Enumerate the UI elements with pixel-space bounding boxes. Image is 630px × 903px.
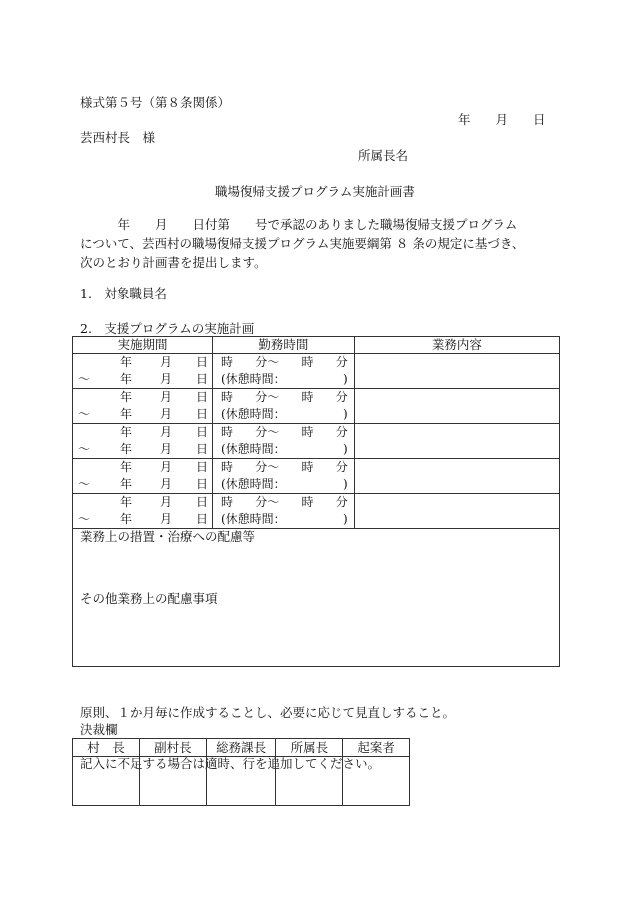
body-line: 年 月 日付第 号で承認のありました職場復帰支援プログラム — [80, 217, 518, 232]
body-paragraph — [80, 215, 560, 272]
year-label: 年 — [119, 425, 132, 439]
break-close: ) — [343, 512, 348, 526]
hour-label: 時 — [301, 355, 314, 369]
hour-label: 時 — [301, 495, 314, 509]
tilde: ～ — [78, 372, 91, 386]
minute-label: 分 — [335, 495, 348, 509]
content-cell[interactable] — [354, 389, 559, 424]
minute-label: 分 — [335, 355, 348, 369]
memo-measures-label: 業務上の措置・治療への配慮等 — [80, 529, 256, 544]
hours-cell[interactable] — [212, 354, 354, 389]
approval-col-label: 総務課長 — [206, 739, 276, 757]
section-plan: 2. 支援プログラムの実施計画 — [80, 321, 255, 336]
minute-to-label: 分～ — [255, 460, 280, 474]
day-label: 日 — [195, 355, 208, 369]
plan-row — [73, 389, 560, 424]
break-label: (休憩時間： — [220, 512, 286, 526]
year-label: 年 — [119, 372, 132, 386]
approval-col-label: 副村長 — [140, 739, 207, 757]
minute-to-label: 分～ — [255, 390, 280, 404]
period-cell[interactable] — [73, 354, 213, 389]
break-close: ) — [343, 477, 348, 491]
hours-cell[interactable] — [212, 459, 354, 494]
tilde: ～ — [78, 442, 91, 456]
approval-stamp-box[interactable] — [206, 757, 276, 806]
hour-label: 時 — [220, 425, 233, 439]
form-number: 様式第５号（第８条関係） — [80, 95, 231, 110]
month-label: 月 — [159, 372, 172, 386]
memo-row — [73, 529, 560, 667]
approval-stamp-box[interactable] — [343, 757, 410, 806]
memo-cell[interactable] — [73, 529, 560, 667]
period-cell[interactable] — [73, 494, 213, 529]
memo-other-label: その他業務上の配慮事項 — [80, 591, 218, 606]
approval-col-label: 起案者 — [343, 739, 410, 757]
header-hours: 勤務時間 — [212, 337, 354, 354]
approval-col-label: 所属長 — [276, 739, 343, 757]
day-label: 日 — [195, 425, 208, 439]
hour-label: 時 — [301, 425, 314, 439]
document-title: 職場復帰支援プログラム実施計画書 — [215, 184, 415, 199]
day-label: 日 — [195, 495, 208, 509]
year-label: 年 — [119, 407, 132, 421]
hours-cell[interactable] — [212, 494, 354, 529]
plan-row — [73, 459, 560, 494]
tilde — [73, 389, 98, 406]
period-cell[interactable] — [73, 459, 213, 494]
hours-cell[interactable] — [212, 424, 354, 459]
month-label: 月 — [159, 442, 172, 456]
month-label: 月 — [159, 390, 172, 404]
day-label: 日 — [195, 477, 208, 491]
section-target-employee: 1. 対象職員名 — [80, 286, 167, 301]
month-label: 月 — [159, 460, 172, 474]
submission-date: 年 月 日 — [458, 112, 546, 127]
break-label: (休憩時間： — [220, 372, 286, 386]
period-cell[interactable] — [73, 389, 213, 424]
plan-table — [72, 336, 560, 667]
approval-stamp-box[interactable] — [140, 757, 207, 806]
period-cell[interactable] — [73, 424, 213, 459]
tilde — [73, 424, 98, 441]
day-label: 日 — [195, 390, 208, 404]
break-label: (休憩時間： — [220, 477, 286, 491]
month-label: 月 — [159, 407, 172, 421]
tilde: ～ — [78, 477, 91, 491]
year-label: 年 — [119, 460, 132, 474]
content-cell[interactable] — [354, 424, 559, 459]
month-label: 月 — [159, 477, 172, 491]
tilde: ～ — [78, 512, 91, 526]
note-line: 記入に不足する場合は適時、行を追加してください。 — [80, 756, 381, 771]
year-label: 年 — [119, 512, 132, 526]
minute-to-label: 分～ — [255, 355, 280, 369]
plan-row — [73, 494, 560, 529]
hour-label: 時 — [301, 390, 314, 404]
month-label: 月 — [159, 355, 172, 369]
hour-label: 時 — [301, 460, 314, 474]
minute-to-label: 分～ — [255, 425, 280, 439]
plan-header-row — [73, 337, 560, 354]
hours-cell[interactable] — [212, 389, 354, 424]
break-label: (休憩時間： — [220, 407, 286, 421]
content-cell[interactable] — [354, 494, 559, 529]
approval-table — [72, 738, 410, 806]
year-label: 年 — [119, 495, 132, 509]
day-label: 日 — [195, 442, 208, 456]
year-label: 年 — [119, 477, 132, 491]
tilde: ～ — [78, 407, 91, 421]
body-line: 次のとおり計画書を提出します。 — [80, 255, 267, 270]
hour-label: 時 — [220, 390, 233, 404]
month-label: 月 — [159, 512, 172, 526]
header-content: 業務内容 — [354, 337, 559, 354]
month-label: 月 — [159, 425, 172, 439]
break-close: ) — [343, 372, 348, 386]
hour-label: 時 — [220, 495, 233, 509]
minute-label: 分 — [335, 425, 348, 439]
body-line: について、芸西村の職場復帰支援プログラム実施要綱第 ８ 条の規定に基づき、 — [80, 236, 525, 251]
addressee: 芸西村長 様 — [80, 130, 156, 145]
note-line: 原則、１か月毎に作成することし、必要に応じて見直しすること。 — [80, 705, 456, 720]
break-close: ) — [343, 442, 348, 456]
month-label: 月 — [159, 495, 172, 509]
approval-header-row — [73, 739, 410, 757]
approval-stamp-row — [73, 757, 410, 806]
tilde — [73, 354, 98, 371]
minute-to-label: 分～ — [255, 495, 280, 509]
year-label: 年 — [119, 355, 132, 369]
hour-label: 時 — [220, 460, 233, 474]
day-label: 日 — [195, 372, 208, 386]
approval-stamp-box[interactable] — [276, 757, 343, 806]
day-label: 日 — [195, 407, 208, 421]
tilde — [73, 459, 98, 476]
minute-label: 分 — [335, 390, 348, 404]
approval-title: 決裁欄 — [80, 722, 118, 737]
dept-head-name: 所属長名 — [358, 148, 409, 163]
year-label: 年 — [119, 390, 132, 404]
day-label: 日 — [195, 460, 208, 474]
content-cell[interactable] — [354, 459, 559, 494]
day-label: 日 — [195, 512, 208, 526]
break-label: (休憩時間： — [220, 442, 286, 456]
plan-row — [73, 424, 560, 459]
plan-row — [73, 354, 560, 389]
break-close: ) — [343, 407, 348, 421]
approval-col-label: 村 長 — [73, 739, 140, 757]
content-cell[interactable] — [354, 354, 559, 389]
year-label: 年 — [119, 442, 132, 456]
header-period: 実施期間 — [73, 337, 213, 354]
approval-stamp-box[interactable] — [73, 757, 140, 806]
minute-label: 分 — [335, 460, 348, 474]
tilde — [73, 494, 98, 511]
hour-label: 時 — [220, 355, 233, 369]
